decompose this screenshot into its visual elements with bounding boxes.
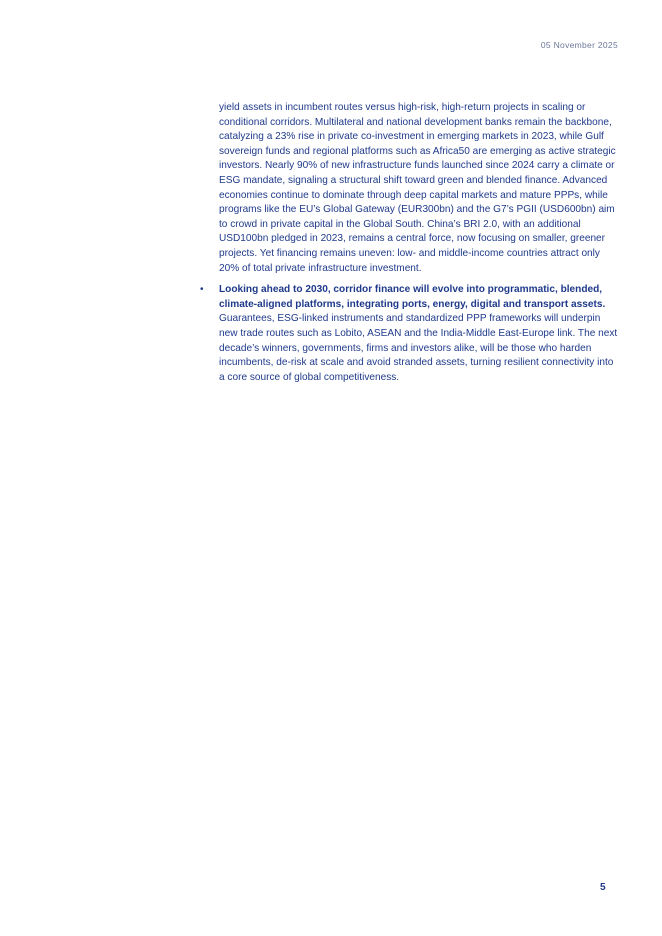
bullet-body-text: Guarantees, ESG-linked instruments and standardized PPP frameworks will underpin new trade routes such as Lobito, ASEAN and the India-Middle East-Europe link. The next decade’s winners, governments, firms and investors alike, will be those who harden incumbents, de-risk at scale and avoid stranded assets, turning resilient connectivity into a core source of global competitiveness. bbox=[219, 313, 618, 383]
bullet-marker: • bbox=[200, 284, 204, 296]
bullet-lead-text: Looking ahead to 2030, corridor finance will evolve into programmatic, blended, climate-aligned platforms, integrating ports, energy, digital and transport assets. bbox=[219, 284, 606, 310]
continuation-paragraph: yield assets in incumbent routes versus high-risk, high-return projects in scaling or conditional corridors. Multilateral and national development banks remain the backbone, catalyzing a 23% rise in private co-investment in emerging markets in 2023, while Gulf sovereign funds and regional platforms such as Africa50 are emerging as active strategic investors. Nearly 90% of new infrastructure funds launched since 2024 carry a climate or ESG mandate, signaling a structural shift toward green and blended finance. Advanced economies continue to dominate through deep capital markets and mature PPPs, while programs like the EU’s Global Gateway (EUR300bn) and the G7’s PGII (USD600bn) aim to crowd in private capital in the Global South. China’s BRI 2.0, with an additional USD100bn pledged in 2023, remains a central force, now focusing on smaller, greener projects. Yet financing remains uneven: low- and middle-income countries attract only 20% of total private infrastructure investment. bbox=[219, 102, 616, 274]
bullet-paragraph bbox=[219, 283, 619, 385]
report-date: 05 November 2025 bbox=[540, 40, 618, 50]
bullet-item bbox=[200, 283, 619, 385]
page-number: 5 bbox=[600, 882, 606, 893]
body-text bbox=[200, 101, 619, 385]
